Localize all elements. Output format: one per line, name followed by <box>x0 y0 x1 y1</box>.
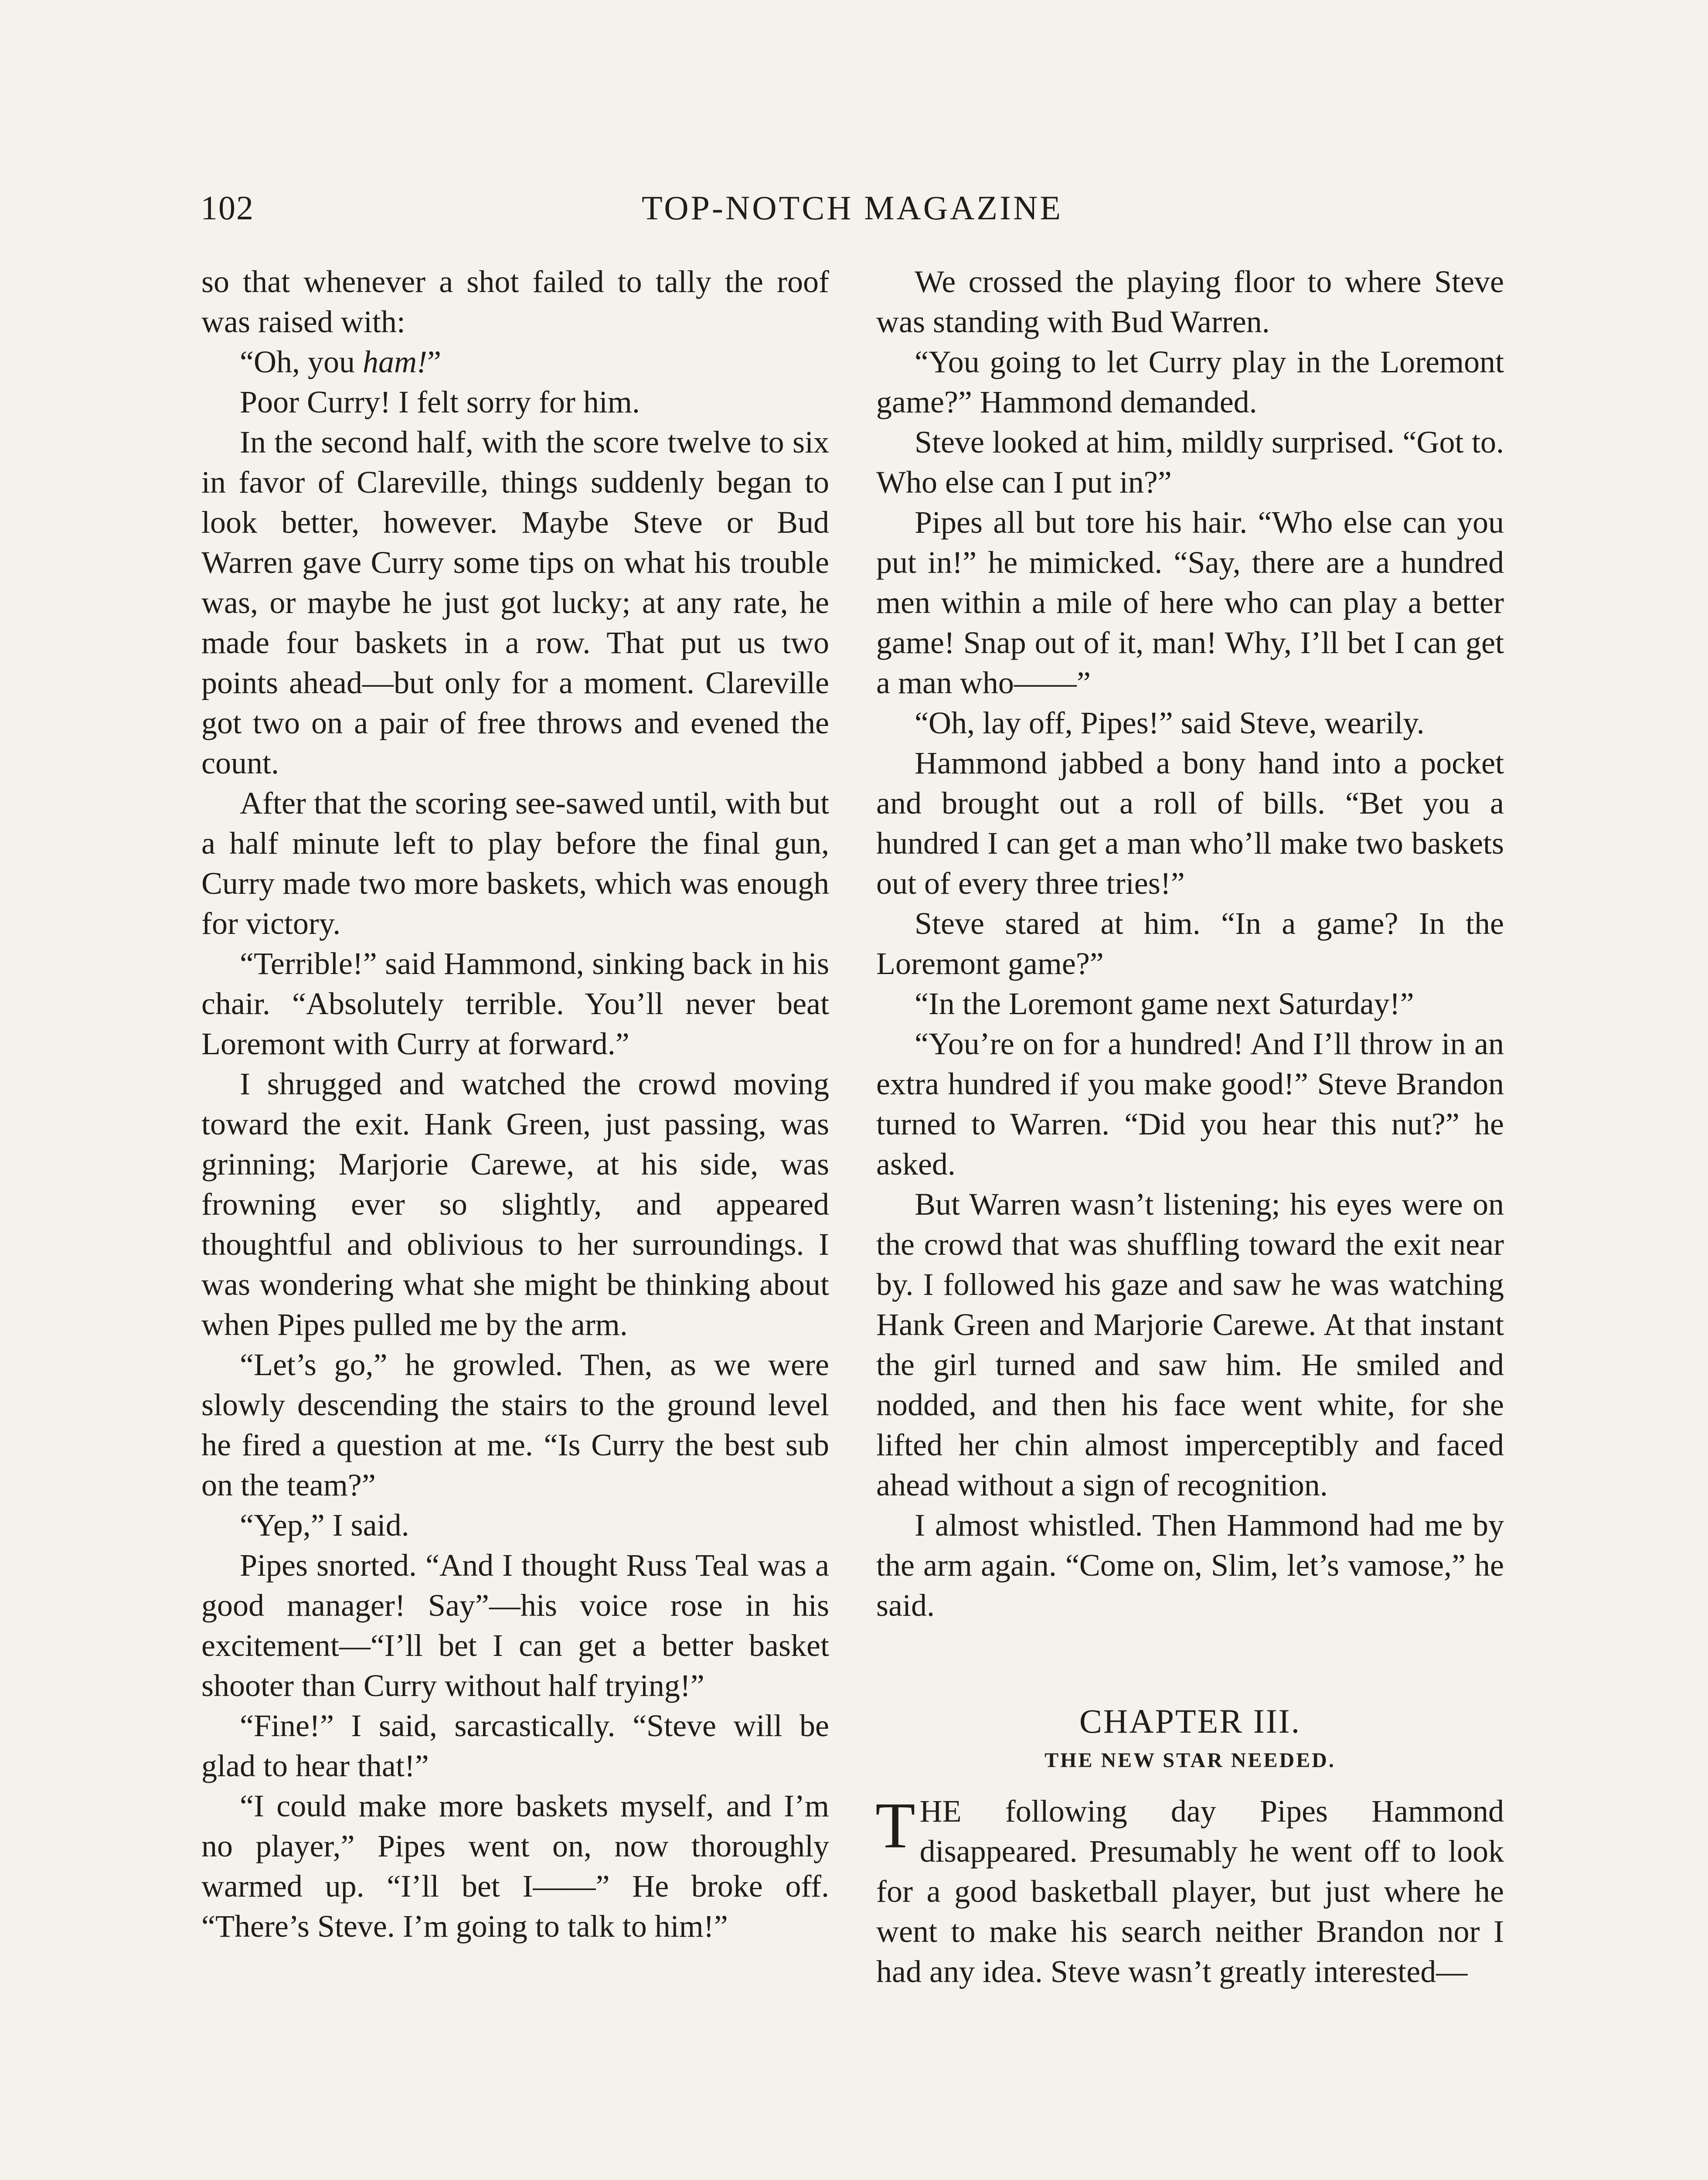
paragraph: “I could make more baskets myself, and I’m no player,” Pipes went on, now thoroughly warmed up. “I’ll bet I——” He broke off. “There’s Steve. I’m going to talk to him!” <box>201 1788 829 1944</box>
paragraph: so that whenever a shot failed to tally the roof was raised with: <box>201 264 829 339</box>
paragraph: Poor Curry! I felt sorry for him. <box>240 385 640 419</box>
paragraph: Steve looked at him, mildly surprised. “Got to. Who else can I put in?” <box>876 425 1504 500</box>
right-column <box>876 262 1504 1992</box>
chapter-opening-text: HE following day Pipes Hammond disappeared. Presumably he went off to look for a good basketball player, but just where he went to make his search neither Brandon nor I had any idea. Steve wasn’t greatly interested— <box>876 1794 1504 1989</box>
paragraph: But Warren wasn’t listening; his eyes were on the crowd that was shuffling toward the exit near by. I followed his gaze and saw he was watching Hank Green and Marjorie Carewe. At that instant the girl turned and saw him. He smiled and nodded, and then his face went white, for she lifted her chin almost imperceptibly and faced ahead without a sign of recognition. <box>876 1187 1504 1502</box>
emphasis: ham! <box>362 344 427 379</box>
paragraph: Pipes snorted. “And I thought Russ Teal was a good manager! Say”—his voice rose in his excitement—“I’ll bet I can get a better basket shooter than Curry without half trying!” <box>201 1548 829 1703</box>
paragraph: “Oh, you ham!” <box>240 344 441 379</box>
paragraph: “You going to let Curry play in the Loremont game?” Hammond demanded. <box>876 344 1504 419</box>
paragraph: “Yep,” I said. <box>240 1508 409 1543</box>
paragraph: I almost whistled. Then Hammond had me by the arm again. “Come on, Slim, let’s vamose,” he said. <box>876 1508 1504 1623</box>
page-number: 102 <box>201 189 254 227</box>
paragraph: Pipes all but tore his hair. “Who else can you put in!” he mimicked. “Say, there are a hundred men within a mile of here who can play a better game! Snap out of it, man! Why, I’ll bet I can get a man who——” <box>876 505 1504 700</box>
paragraph: I shrugged and watched the crowd moving toward the exit. Hank Green, just passing, was grinning; Marjorie Carewe, at his side, was frowning ever so slightly, and appeared thoughtful and oblivious to her surroundings. I was wondering what she might be thinking about when Pipes pulled me by the arm. <box>201 1066 829 1342</box>
paragraph: “In the Loremont game next Saturday!” <box>915 986 1414 1021</box>
paragraph: Steve stared at him. “In a game? In the Loremont game?” <box>876 906 1504 981</box>
paragraph: “Fine!” I said, sarcastically. “Steve will be glad to hear that!” <box>201 1708 829 1783</box>
paragraph: Hammond jabbed a bony hand into a pocket and brought out a roll of bills. “Bet you a hundred I can get a man who’ll make two baskets out of every three tries!” <box>876 746 1504 901</box>
paragraph: “Terrible!” said Hammond, sinking back in his chair. “Absolutely terrible. You’ll never beat Loremont with Curry at forward.” <box>201 946 829 1061</box>
paragraph: After that the scoring see-sawed until, with but a half minute left to play before the final gun, Curry made two more baskets, which was enough for victory. <box>201 786 829 941</box>
paragraph: “Let’s go,” he growled. Then, as we were slowly descending the stairs to the ground level he fired a question at me. “Is Curry the best sub on the team?” <box>201 1347 829 1502</box>
running-title: TOP-NOTCH MAGAZINE <box>641 189 1063 227</box>
paragraph: We crossed the playing floor to where Steve was standing with Bud Warren. <box>876 264 1504 339</box>
page-header <box>201 188 1504 236</box>
drop-cap: T <box>875 1789 915 1862</box>
paragraph: “You’re on for a hundred! And I’ll throw in an extra hundred if you make good!” Steve Brandon turned to Warren. “Did you hear this nut?” he asked. <box>876 1026 1504 1182</box>
left-column <box>201 262 829 1946</box>
chapter-heading: CHAPTER III. <box>1079 1702 1301 1740</box>
paragraph: In the second half, with the score twelve to six in favor of Clareville, things suddenly began to look better, however. Maybe Steve or Bud Warren gave Curry some tips on what his trouble was, or maybe he just got lucky; at any rate, he made four baskets in a row. That put us two points ahead—but only for a moment. Clareville got two on a pair of free throws and evened the count. <box>201 425 829 780</box>
paragraph: “Oh, lay off, Pipes!” said Steve, wearily. <box>915 705 1425 740</box>
chapter-subtitle: THE NEW STAR NEEDED. <box>1045 1749 1336 1772</box>
chapter-opening-paragraph <box>876 1791 1504 1992</box>
